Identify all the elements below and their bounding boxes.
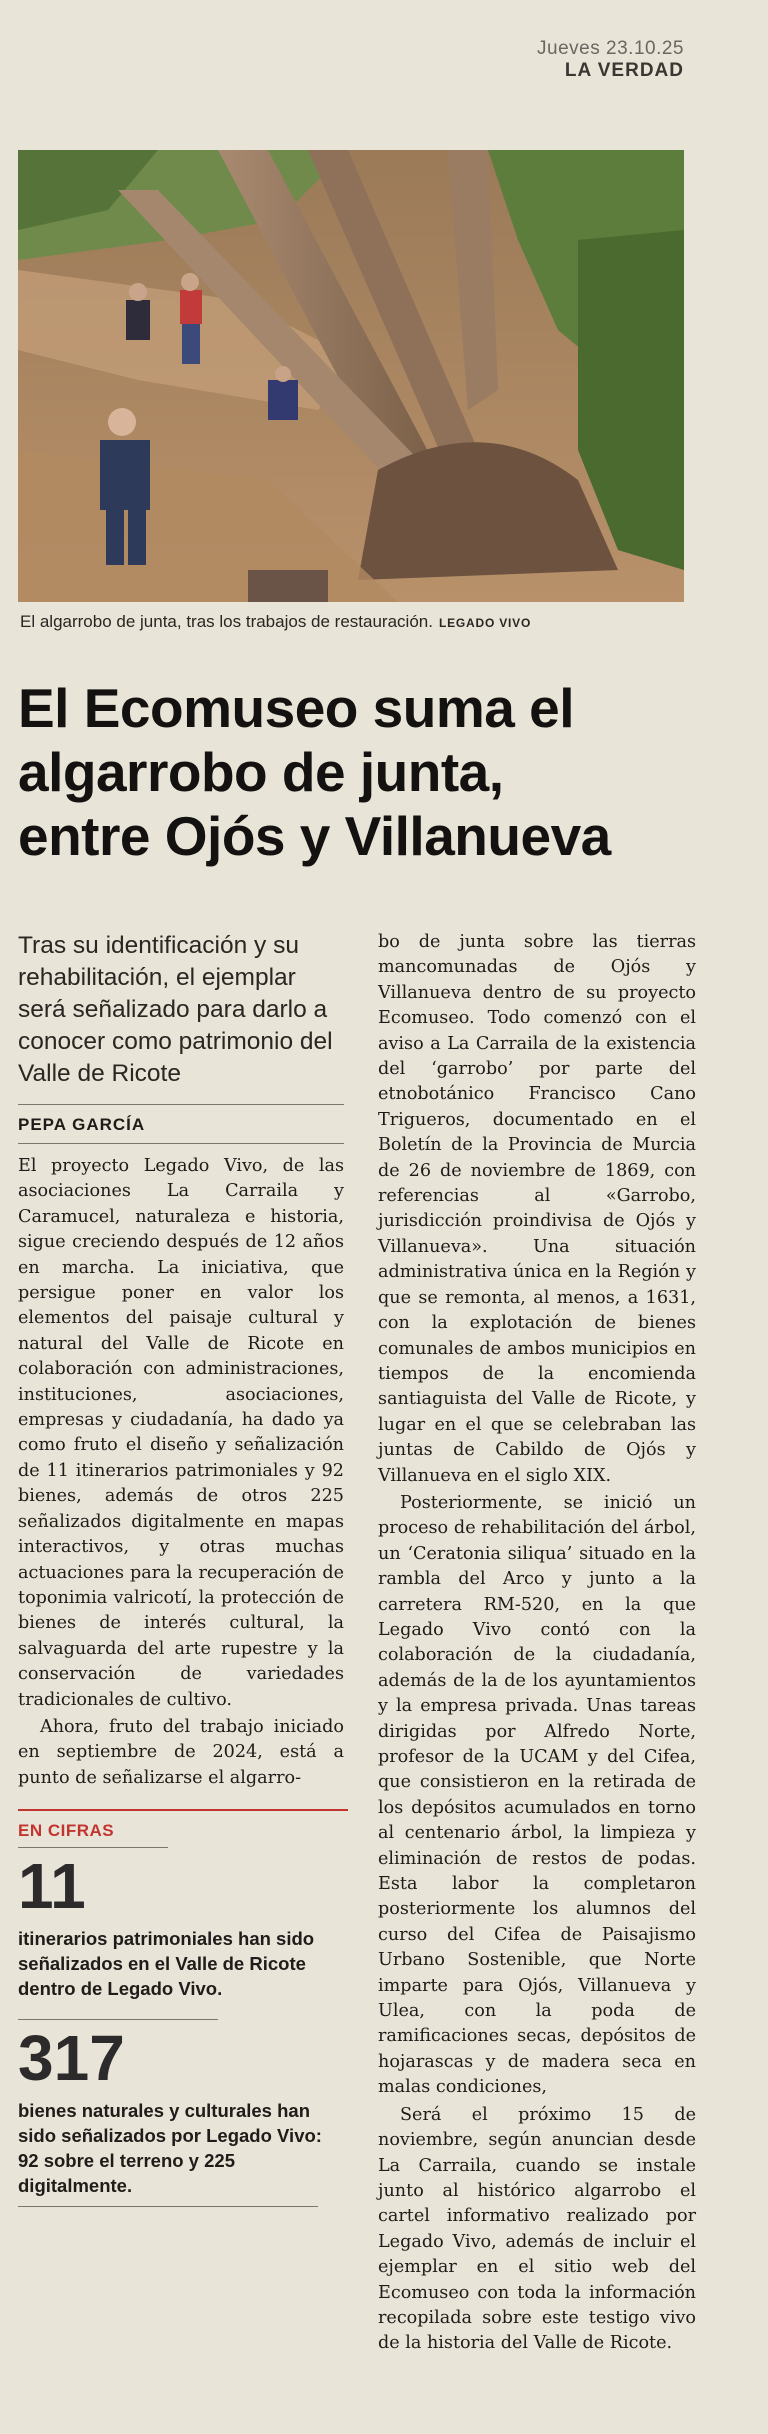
figure-description-1: itinerarios patrimoniales han sido señalizados en el Valle de Ricote dentro de Legado Vivo.	[18, 1928, 315, 2000]
divider	[18, 1847, 168, 1848]
figure-number-2: 317	[18, 2022, 125, 2095]
article-photo	[18, 150, 684, 602]
newspaper-name: LA VERDAD	[564, 60, 684, 81]
body-paragraph-2-cont: bo de junta sobre las tierras mancomunadas de Ojós y Villanueva dentro de su proyecto Ecomuseo. Todo comenzó con el aviso a La Carraila de la existencia del ‘garrobo’ por parte del etnobotánico Francisco Cano Trigueros, documentado en el Boletín de la Provincia de Murcia de 26 de noviembre de 1869, con referencias al «Garrobo, jurisdicción proindivisa de Ojós y Villanueva». Una situación administrativa única en la Región y que se remonta, al menos, a 1631, con la explotación de bienes comunales de ambos municipios en tiempos de la encomienda santiaguista del Valle de Ricote, y lugar en el que se celebraban las juntas de Cabildo de Ojós y Villanueva en el siglo XIX.	[378, 932, 696, 1486]
headline-line-3: entre Ojós y Villanueva	[18, 805, 611, 867]
caption-text: El algarrobo de junta, tras los trabajos de restauración.	[20, 612, 433, 631]
right-column	[378, 930, 696, 2357]
body-paragraph-1: El proyecto Legado Vivo, de las asociaciones La Carraila y Caramucel, naturaleza e historia, sigue creciendo después de 12 años en marcha. La iniciativa, que persigue poner en valor los elementos del paisaje cultural y natural del Valle de Ricote en colaboración con administraciones, instituciones, asociaciones, empresas y ciudadanía, ha dado ya como fruto el diseño y señalización de 11 itinerarios patrimoniales y 92 bienes, además de otros 225 señalizados digitalmente en mapas interactivos, y otras muchas actuaciones para la recuperación de toponimia valricotí, la protección de bienes de interés cultural, la salvaguarda del arte rupestre y la conservación de variedades tradicionales de cultivo.	[18, 1156, 344, 1710]
headline-line-2: algarrobo de junta,	[18, 741, 504, 803]
figures-box-label: EN CIFRAS	[18, 1809, 348, 1841]
article-subheading: Tras su identificación y su rehabilitación, el ejemplar será señalizado para darlo a conocer como patrimonio del Valle de Ricote	[18, 932, 333, 1087]
body-paragraph-2-start: Ahora, fruto del trabajo iniciado en septiembre de 2024, está a punto de señalizarse el algarro-	[18, 1716, 344, 1788]
body-paragraph-3: Posteriormente, se inició un proceso de rehabilitación del árbol, un ‘Ceratonia siliqua’ situado en la rambla del Arco y junto a la carretera RM-520, en la que Legado Vivo contó con la colaboración de la ciudadanía, además de la de los ayuntamientos y la empresa privada. Unas tareas dirigidas por Alfredo Norte, profesor de la UCAM y del Cifea, que consistieron en la retirada de los depósitos acumulados en torno al centenario árbol, la limpieza y eliminación de restos de podas. Esta labor la completaron posteriormente los alumnos del curso del Cifea de Paisajismo Urbano Sostenible, que Norte imparte para Ojós, Villanueva y Ulea, con la poda de ramificaciones secas, depósitos de hojarascas y de madera seca en malas condiciones,	[378, 1492, 696, 2098]
issue-date: Jueves 23.10.25	[537, 38, 684, 59]
body-paragraph-4: Será el próximo 15 de noviembre, según anuncian desde La Carraila, cuando se instale junto al histórico algarrobo el cartel informativo realizado por Legado Vivo, además de incluir el ejemplar en el sitio web del Ecomuseo con toda la información recopilada sobre este testigo vivo de la historia del Valle de Ricote.	[378, 2104, 696, 2354]
article-headline	[18, 676, 708, 868]
left-column	[18, 930, 344, 2207]
divider	[18, 2206, 318, 2207]
figure-description-2: bienes naturales y culturales han sido señalizados por Legado Vivo: 92 sobre el terreno y 225 digitalmente.	[18, 2100, 322, 2197]
author-byline: PEPA GARCÍA	[18, 1105, 344, 1144]
figure-number-1: 11	[18, 1850, 86, 1923]
photo-credit: LEGADO VIVO	[438, 616, 532, 630]
masthead	[537, 38, 684, 82]
headline-line-1: El Ecomuseo suma el	[18, 677, 574, 739]
photo-caption	[20, 612, 680, 632]
divider	[18, 2019, 218, 2020]
carob-tree-photo	[18, 150, 684, 602]
